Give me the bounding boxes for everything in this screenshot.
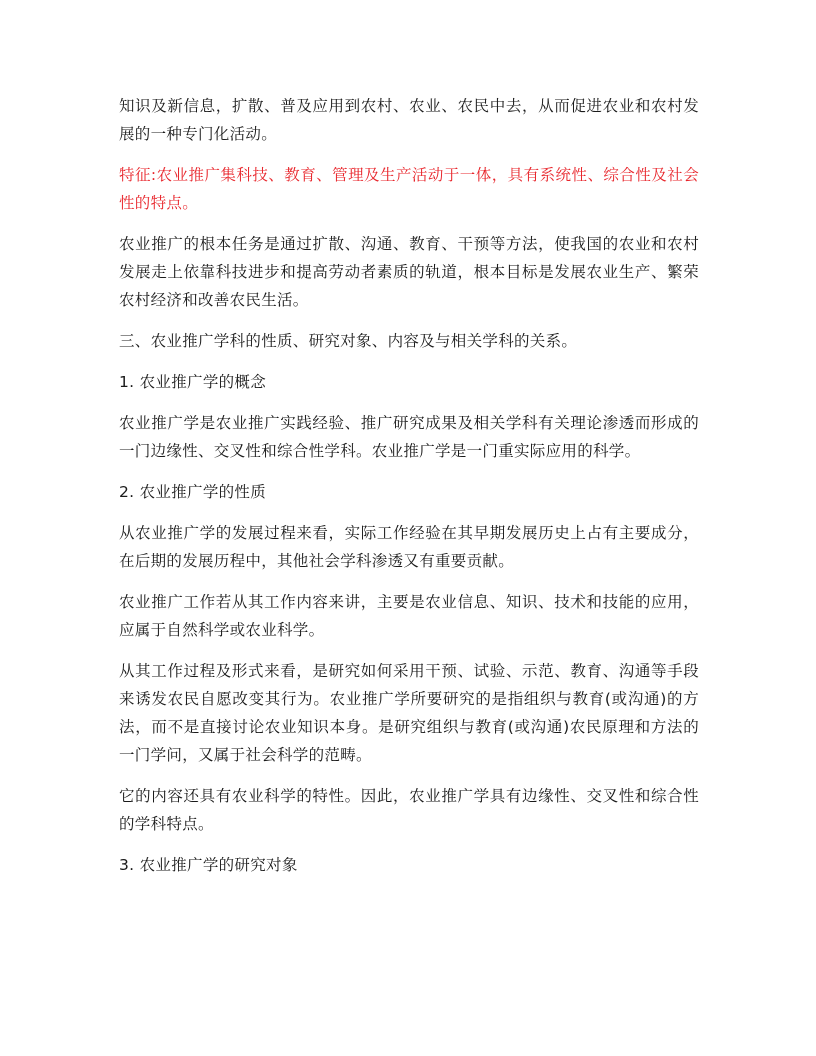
subheading-nature: 2. 农业推广学的性质 bbox=[119, 483, 267, 501]
paragraph-definition-continuation: 知识及新信息，扩散、普及应用到农村、农业、农民中去，从而促进农业和农村发展的一种专门化活动。 bbox=[119, 97, 699, 143]
paragraph-work-content: 农业推广工作若从其工作内容来讲，主要是农业信息、知识、技术和技能的应用，应属于自然科学或农业科学。 bbox=[119, 593, 699, 639]
paragraph-concept: 农业推广学是农业推广实践经验、推广研究成果及相关学科有关理论渗透而形成的一门边缘性、交叉性和综合性学科。农业推广学是一门重实际应用的科学。 bbox=[119, 414, 699, 460]
paragraph-characteristics: 它的内容还具有农业科学的特性。因此，农业推广学具有边缘性、交叉性和综合性的学科特点。 bbox=[119, 787, 699, 833]
subheading-concept: 1. 农业推广学的概念 bbox=[119, 373, 267, 391]
paragraph-development-process: 从农业推广学的发展过程来看，实际工作经验在其早期发展历史上占有主要成分，在后期的发展历程中，其他社会学科渗透又有重要贡献。 bbox=[119, 524, 699, 570]
subheading-research-object: 3. 农业推广学的研究对象 bbox=[119, 856, 298, 874]
paragraph-tasks-goals: 农业推广的根本任务是通过扩散、沟通、教育、干预等方法，使我国的农业和农村发展走上依靠科技进步和提高劳动者素质的轨道，根本目标是发展农业生产、繁荣农村经济和改善农民生活。 bbox=[119, 235, 699, 309]
document-page bbox=[119, 92, 699, 892]
paragraph-work-process: 从其工作过程及形式来看，是研究如何采用干预、试验、示范、教育、沟通等手段来诱发农民自愿改变其行为。农业推广学所要研究的是指组织与教育(或沟通)的方法，而不是直接讨论农业知识本身。是研究组织与教育(或沟通)农民原理和方法的一门学问，又属于社会科学的范畴。 bbox=[119, 662, 699, 764]
paragraph-features-highlight: 特征:农业推广集科技、教育、管理及生产活动于一体，具有系统性、综合性及社会性的特点。 bbox=[119, 166, 699, 212]
section-heading-three: 三、农业推广学科的性质、研究对象、内容及与相关学科的关系。 bbox=[119, 332, 578, 350]
